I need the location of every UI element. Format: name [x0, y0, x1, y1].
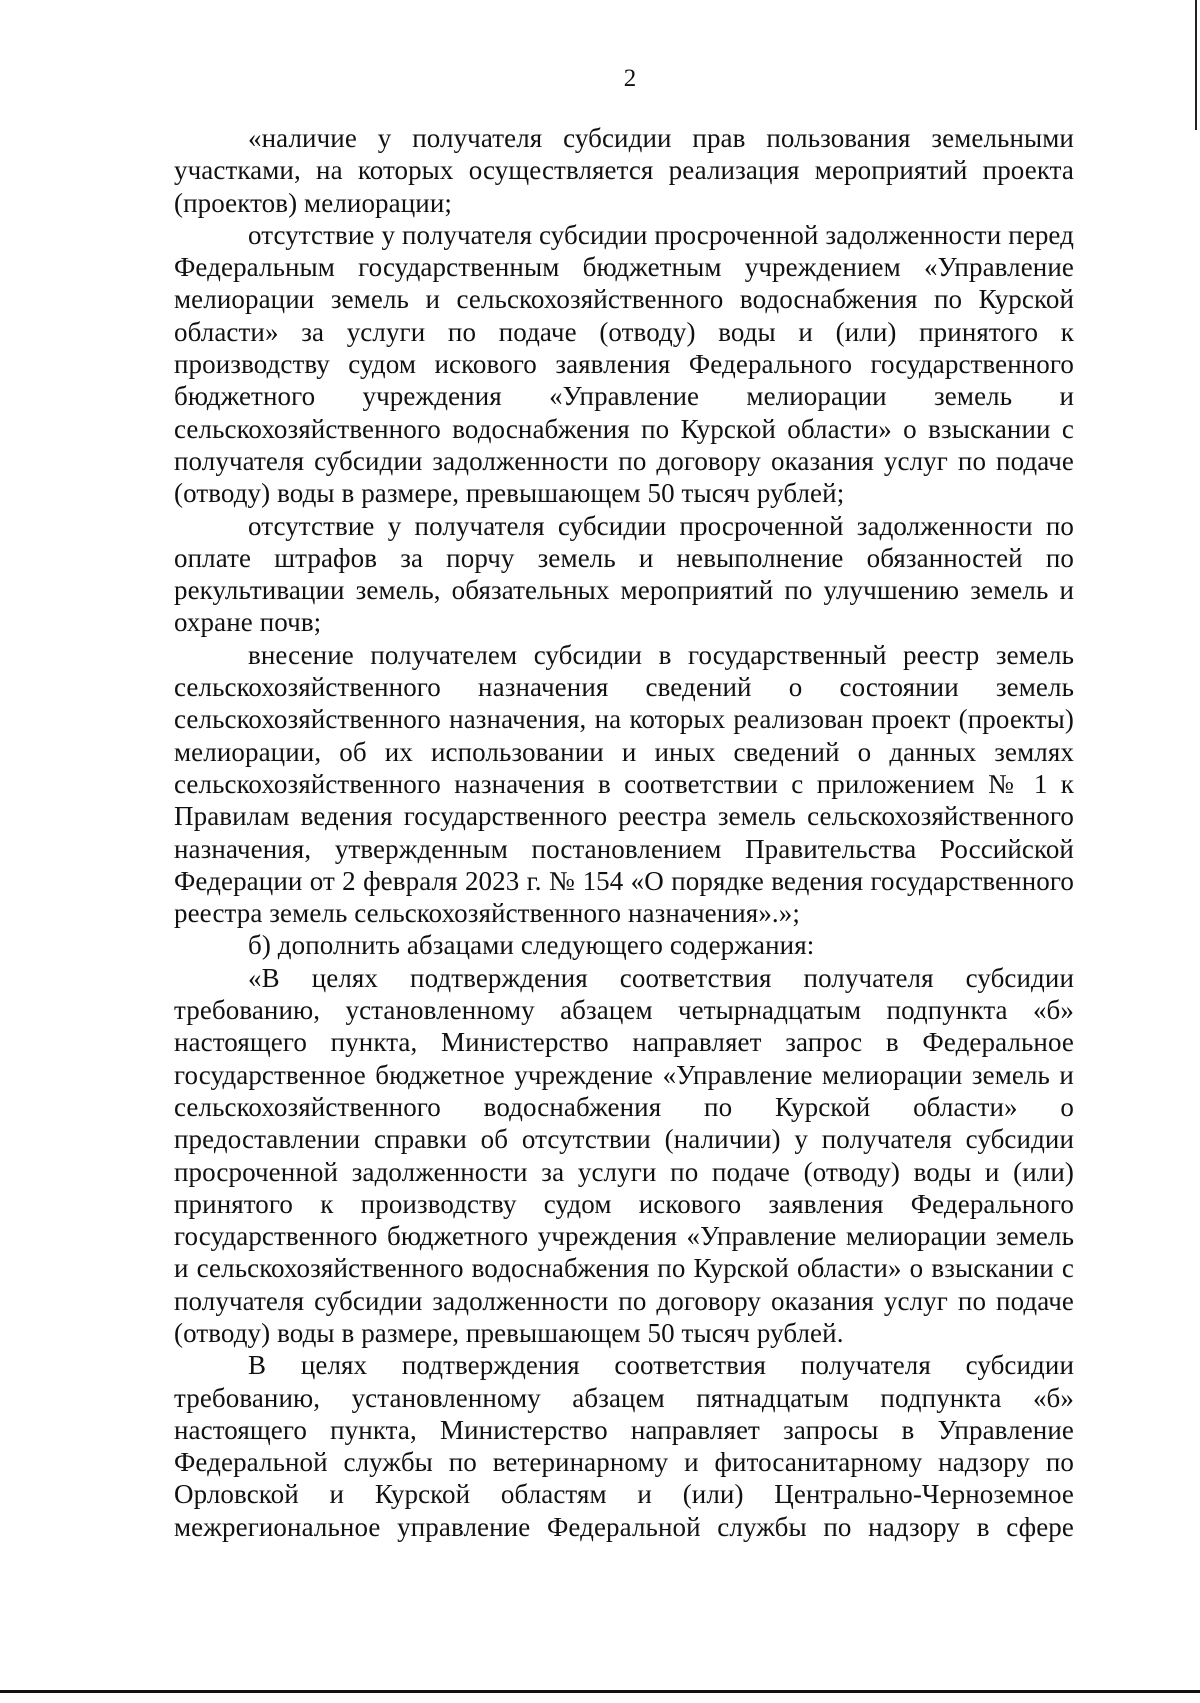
paragraph-no-overdue-fines: отсутствие у получателя субсидии просроченной задолженности по оплате штрафов за порчу земель и невыполнение обязанностей по рекультивации земель, обязательных мероприятий по улучшению земель и охране почв; — [174, 510, 1074, 638]
paragraph-land-use-rights: «наличие у получателя субсидии прав пользования земельными участками, на которых осуществляется реализация мероприятий проекта (проектов) мелиорации; — [174, 123, 1074, 218]
paragraph-ministry-request-veterinary: В целях подтверждения соответствия получателя субсидии требованию, установленному абзацем пятнадцатым подпункта «б» настоящего пункта, Министерство направляет запросы в Управление Федеральной службы по ветеринарному и фитосанитарному надзору по Орловской и Курской областям и (или) Центрально-Черноземное межрегиональное управление Федеральной службы по надзору в сфере — [174, 1350, 1074, 1542]
page-number: 2 — [623, 65, 637, 92]
paragraph-no-overdue-debt-melioration: отсутствие у получателя субсидии просроченной задолженности перед Федеральным государственным бюджетным учреждением «Управление мелиорации земель и сельскохозяйственного водоснабжения по Курской области» за услуги по подаче (отводу) воды и (или) принятого к производству судом искового заявления Федерального государственного бюджетного учреждения «Управление мелиорации земель и сельскохозяйственного водоснабжения по Курской области» о взыскании с получателя субсидии задолженности по договору оказания услуг по подаче (отводу) воды в размере, превышающем 50 тысяч рублей; — [174, 219, 1074, 509]
scan-bottom-edge — [0, 1690, 1200, 1693]
paragraph-ministry-request-melioration: «В целях подтверждения соответствия получателя субсидии требованию, установленному абзацем четырнадцатым подпункта «б» настоящего пункта, Министерство направляет запрос в Федеральное государственное бюджетное учреждение «Управление мелиорации земель и сельскохозяйственного водоснабжения по Курской области» о предоставлении справки об отсутствии (наличии) у получателя субсидии просроченной задолженности за услуги по подаче (отводу) воды и (или) принятого к производству судом искового заявления Федерального государственного бюджетного учреждения «Управление мелиорации земель и сельскохозяйственного водоснабжения по Курской области» о взыскании с получателя субсидии задолженности по договору оказания услуг по подаче (отводу) воды в размере, превышающем 50 тысяч рублей. — [174, 962, 1074, 1348]
document-body — [174, 122, 1074, 1543]
paragraph-state-register-entry: внесение получателем субсидии в государственный реестр земель сельскохозяйственного назначения сведений о состоянии земель сельскохозяйственного назначения, на которых реализован проект (проекты) мелиорации, об их использовании и иных сведений о данных землях сельскохозяйственного назначения в соответствии с приложением № 1 к Правилам ведения государственного реестра земель сельскохозяйственного назначения, утвержденным постановлением Правительства Российской Федерации от 2 февраля 2023 г. № 154 «О порядке ведения государственного реестра земель сельскохозяйственного назначения».»; — [174, 639, 1074, 929]
paragraph-subpoint-b: б) дополнить абзацами следующего содержания: — [248, 930, 815, 961]
